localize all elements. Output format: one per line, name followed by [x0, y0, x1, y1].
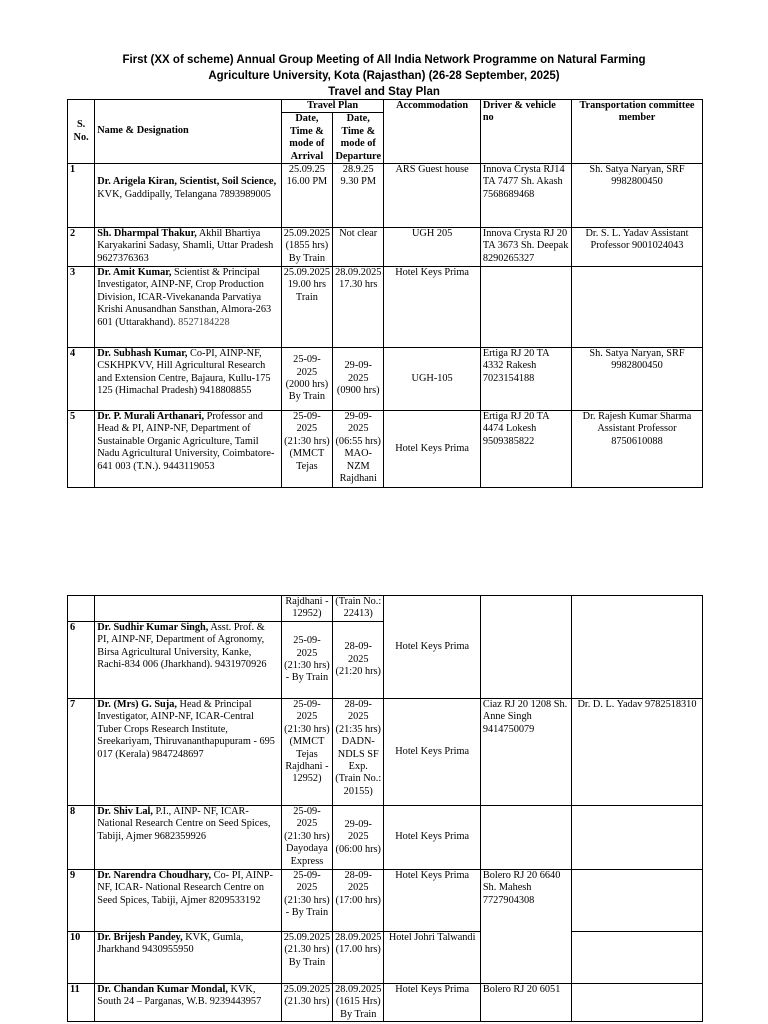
row-departure: (Train No.: 22413): [333, 596, 384, 622]
row-arrival: 25-09-2025 (21:30 hrs) (MMCT Tejas: [281, 411, 332, 488]
header-departure: Date, Time & mode of Departure: [333, 113, 384, 164]
row-committee: Dr. D. L. Yadav 9782518310: [571, 699, 702, 806]
row-sno: 3: [68, 267, 95, 348]
row-sno: 11: [68, 984, 95, 1022]
row-accommodation: Hotel Keys Prima: [384, 596, 480, 699]
row-driver: Bolero RJ 20 6640 Sh. Mahesh 7727904308: [480, 870, 571, 984]
row-driver: Innova Crysta RJ14 TA 7477 Sh. Akash 7568689468: [480, 164, 571, 228]
page-title-line-2: Agriculture University, Kota (Rajasthan) (26-28 September, 2025): [208, 70, 560, 82]
row-driver: Ertiga RJ 20 TA 4474 Lokesh 9509385822: [480, 411, 571, 488]
travel-plan-table-page-2: [67, 595, 703, 1022]
row-committee: [571, 932, 702, 984]
header-arrival: Date, Time & mode of Arrival: [281, 113, 332, 164]
row-departure: 28.09.2025 (17.00 hrs): [333, 932, 384, 984]
row-departure: 28-09-2025 (17:00 hrs): [333, 870, 384, 932]
row-accommodation: UGH-105: [384, 348, 480, 411]
row-name: Dr. Subhash Kumar, Co-PI, AINP-NF, CSKHPKVV, Hill Agricultural Research and Extension Centre, Bajaura, Kullu-175 125 (Himachal Pradesh) 9418808855: [95, 348, 282, 411]
row-committee: Sh. Satya Naryan, SRF 9982800450: [571, 348, 702, 411]
row-arrival: 25.09.2025 (1855 hrs) By Train: [281, 228, 332, 267]
page-title-line-1: First (XX of scheme) Annual Group Meeting of All India Network Programme on Natural Farming: [122, 54, 646, 66]
header-accommodation: Accommodation: [384, 100, 480, 164]
header-travel-plan: Travel Plan: [281, 100, 384, 113]
row-sno: 7: [68, 699, 95, 806]
row-driver: Innova Crysta RJ 20 TA 3673 Sh. Deepak 8290265327: [480, 228, 571, 267]
row-arrival: 25-09-2025 (21:30 hrs) (MMCT Tejas Rajdhani - 12952): [281, 699, 332, 806]
row-committee: [571, 596, 702, 699]
table-row-continuation: [68, 596, 703, 622]
table-row: [68, 411, 703, 488]
header-sno: S. No.: [68, 100, 95, 164]
row-accommodation: UGH 205: [384, 228, 480, 267]
row-departure: 28.09.2025 17.30 hrs: [333, 267, 384, 348]
row-name: Dr. Amit Kumar, Scientist & Principal Investigator, AINP-NF, Crop Production Division, ICAR-Vivekananda Parvatiya Krishi Anusandhan Sansthan, Almora-263 601 (Uttarakhand). 8527184228: [95, 267, 282, 348]
row-name: Dr. Narendra Choudhary, Co- PI, AINP- NF, ICAR- National Research Centre on Seed Spices, Tabiji, Ajmer 8209533192: [95, 870, 282, 932]
table-row: [68, 164, 703, 228]
row-departure: 28-09-2025 (21:35 hrs) DADN-NDLS SF Exp. (Train No.: 20155): [333, 699, 384, 806]
row-sno: 6: [68, 622, 95, 699]
row-sno: 2: [68, 228, 95, 267]
table-row: [68, 932, 703, 984]
table-row: [68, 228, 703, 267]
table-row: [68, 699, 703, 806]
table-row: [68, 267, 703, 348]
row-name: Dr. Arigela Kiran, Scientist, Soil Science, KVK, Gaddipally, Telangana 7893989005: [95, 164, 282, 228]
row-driver: [480, 596, 571, 699]
row-departure: 29-09-2025 (06:55 hrs) MAO-NZM Rajdhani: [333, 411, 384, 488]
table-row: [68, 348, 703, 411]
row-accommodation: Hotel Johri Talwandi: [384, 932, 480, 984]
row-driver: Ciaz RJ 20 1208 Sh. Anne Singh 9414750079: [480, 699, 571, 806]
travel-plan-table-page-1: [67, 99, 703, 488]
row-name: Dr. Shiv Lal, P.I., AINP- NF, ICAR-National Research Centre on Seed Spices, Tabiji, Ajmer 9682359926: [95, 806, 282, 870]
row-name: Dr. Brijesh Pandey, KVK, Gumla, Jharkhand 9430955950: [95, 932, 282, 984]
row-arrival: 25-09-2025 (21:30 hrs) - By Train: [281, 622, 332, 699]
row-sno: 1: [68, 164, 95, 228]
row-driver: [480, 267, 571, 348]
row-departure: Not clear: [333, 228, 384, 267]
table-row: [68, 984, 703, 1022]
row-name: Dr. Chandan Kumar Mondal, KVK, South 24 – Parganas, W.B. 9239443957: [95, 984, 282, 1022]
row-committee: Dr. Rajesh Kumar Sharma Assistant Professor 8750610088: [571, 411, 702, 488]
row-accommodation: Hotel Keys Prima: [384, 984, 480, 1022]
row-departure: 29-09-2025 (06:00 hrs): [333, 806, 384, 870]
row-sno: 9: [68, 870, 95, 932]
row-arrival: 25.09.2025 (21.30 hrs) By Train: [281, 932, 332, 984]
row-departure: 28.09.2025 (1615 Hrs) By Train: [333, 984, 384, 1022]
header-committee: Transportation committee member: [571, 100, 702, 164]
row-committee: Dr. S. L. Yadav Assistant Professor 9001024043: [571, 228, 702, 267]
row-arrival: 25.09.25 16.00 PM: [281, 164, 332, 228]
row-sno: 8: [68, 806, 95, 870]
row-committee: [571, 984, 702, 1022]
row-name: Dr. P. Murali Arthanari, Professor and Head & PI, AINP-NF, Department of Sustainable Organic Agriculture, Tamil Nadu Agricultural University, Coimbatore-641 003 (T.N.). 9443119053: [95, 411, 282, 488]
row-accommodation: Hotel Keys Prima: [384, 411, 480, 488]
row-arrival: 25-09-2025 (21:30 hrs) Dayodaya Express: [281, 806, 332, 870]
row-accommodation: ARS Guest house: [384, 164, 480, 228]
row-committee: [571, 870, 702, 932]
row-accommodation: Hotel Keys Prima: [384, 870, 480, 932]
row-name: Dr. Sudhir Kumar Singh, Asst. Prof. & PI, AINP-NF, Department of Agronomy, Birsa Agricultural University, Kanke, Rachi-834 006 (Jharkhand). 9431970926: [95, 622, 282, 699]
row-driver: [480, 806, 571, 870]
row-name: [95, 596, 282, 622]
row-sno: 5: [68, 411, 95, 488]
table-row: [68, 806, 703, 870]
row-departure: 28.9.25 9.30 PM: [333, 164, 384, 228]
row-arrival: 25-09-2025 (21:30 hrs) - By Train: [281, 870, 332, 932]
row-committee: Sh. Satya Naryan, SRF 9982800450: [571, 164, 702, 228]
row-driver: Bolero RJ 20 6051: [480, 984, 571, 1022]
row-committee: [571, 267, 702, 348]
row-accommodation: Hotel Keys Prima: [384, 699, 480, 806]
row-name: Sh. Dharmpal Thakur, Akhil Bhartiya Karyakarini Sadasy, Shamli, Uttar Pradesh 9627376363: [95, 228, 282, 267]
row-arrival: 25.09.2025 19.00 hrs Train: [281, 267, 332, 348]
row-accommodation: Hotel Keys Prima: [384, 806, 480, 870]
row-committee: [571, 806, 702, 870]
row-arrival: 25.09.2025 (21.30 hrs): [281, 984, 332, 1022]
row-sno: 10: [68, 932, 95, 984]
header-name: Name & Designation: [95, 100, 282, 164]
table-row: [68, 870, 703, 932]
header-driver: Driver & vehicle no: [480, 100, 571, 164]
row-driver: Ertiga RJ 20 TA 4332 Rakesh 7023154188: [480, 348, 571, 411]
page-subtitle: Travel and Stay Plan: [328, 86, 440, 98]
row-departure: 28-09-2025 (21:20 hrs): [333, 622, 384, 699]
row-arrival: 25-09-2025 (2000 hrs) By Train: [281, 348, 332, 411]
row-sno: [68, 596, 95, 622]
row-arrival: Rajdhani - 12952): [281, 596, 332, 622]
row-sno: 4: [68, 348, 95, 411]
row-accommodation: Hotel Keys Prima: [384, 267, 480, 348]
row-departure: 29-09-2025 (0900 hrs): [333, 348, 384, 411]
row-name: Dr. (Mrs) G. Suja, Head & Principal Investigator, AINP-NF, ICAR-Central Tuber Crops Research Institute, Sreekariyam, Thiruvananthapupuram - 695 017 (Kerala) 9847248697: [95, 699, 282, 806]
